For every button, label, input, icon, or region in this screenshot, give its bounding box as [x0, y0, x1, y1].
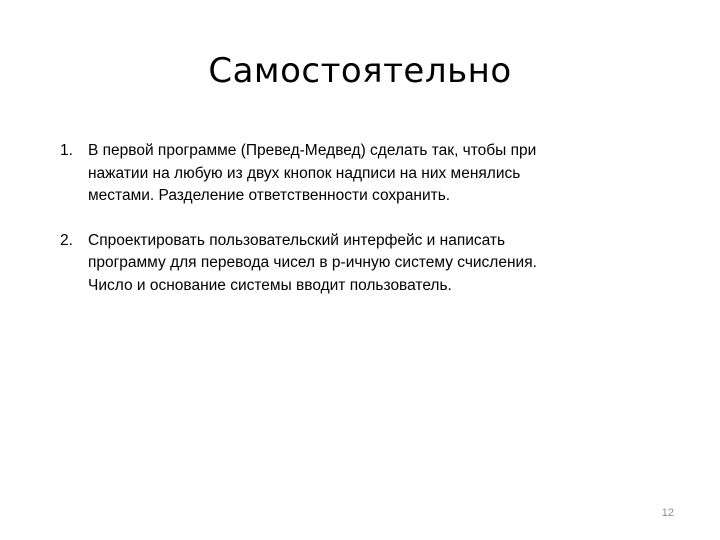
task-number: 2.: [60, 231, 73, 249]
task-item-2: [60, 230, 660, 298]
task-list: [60, 140, 660, 319]
slide-page-number: 12: [661, 507, 674, 519]
task-text-line: программу для перевода чисел в p-ичную систему счисления.: [88, 254, 537, 271]
task-text-line: Спроектировать пользовательский интерфейс и написать: [88, 231, 506, 249]
task-item-1: [60, 140, 660, 208]
task-text-line: Число и основание системы вводит пользователь.: [88, 276, 452, 294]
task-text-line: В первой программе (Превед-Медвед) сделать так, чтобы при: [88, 142, 537, 159]
task-number: 1.: [60, 142, 73, 159]
slide-title: Самостоятельно: [208, 51, 512, 91]
task-text-line: нажатии на любую из двух кнопок надписи на них менялись: [88, 164, 521, 182]
task-text-line: местами. Разделение ответственности сохранить.: [88, 187, 451, 204]
